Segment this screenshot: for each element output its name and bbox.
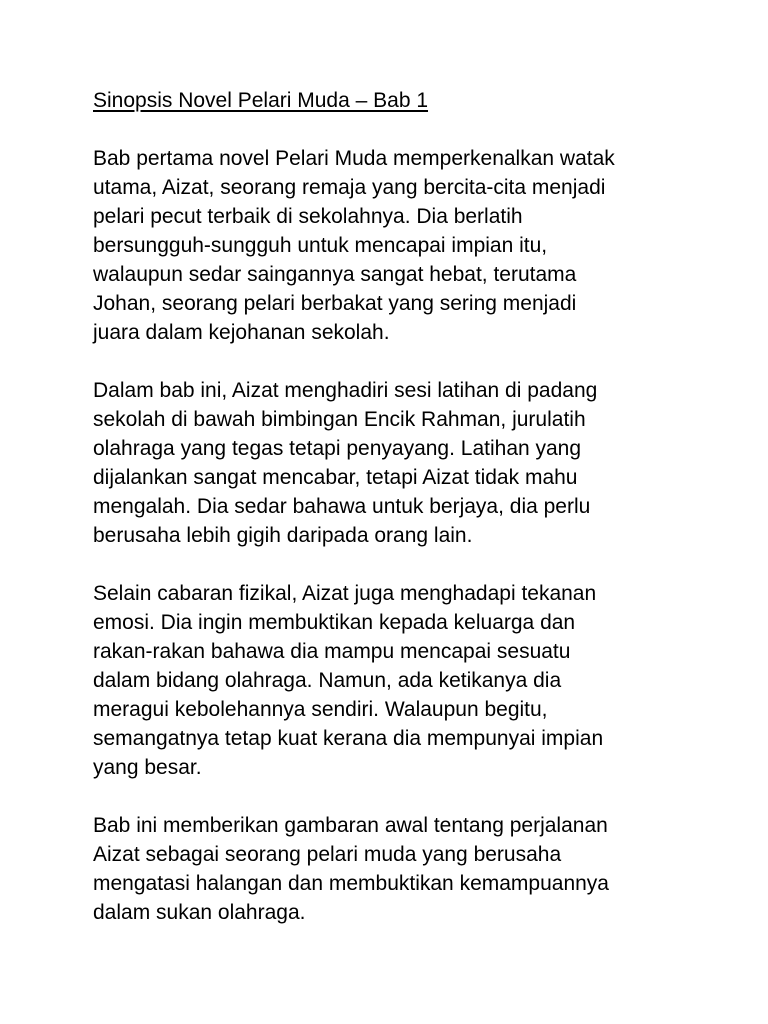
paragraph-4 xyxy=(93,811,708,927)
text-line: Dalam bab ini, Aizat menghadiri sesi latihan di padang xyxy=(93,379,598,402)
text-line: emosi. Dia ingin membuktikan kepada keluarga dan xyxy=(93,611,576,634)
paragraph-1 xyxy=(93,144,708,347)
text-line: berusaha lebih gigih daripada orang lain. xyxy=(93,524,473,547)
text-line: Bab pertama novel Pelari Muda memperkenalkan watak xyxy=(93,147,615,170)
text-line: Aizat sebagai seorang pelari muda yang berusaha xyxy=(93,843,562,866)
text-line: Selain cabaran fizikal, Aizat juga menghadapi tekanan xyxy=(93,582,597,605)
text-line: semangatnya tetap kuat kerana dia mempunyai impian xyxy=(93,727,604,750)
text-line: juara dalam kejohanan sekolah. xyxy=(93,321,390,344)
text-line: dalam bidang olahraga. Namun, ada ketikanya dia xyxy=(93,669,562,692)
text-line: bersungguh-sungguh untuk mencapai impian itu, xyxy=(93,234,548,257)
text-line: dalam sukan olahraga. xyxy=(93,901,306,924)
text-line: sekolah di bawah bimbingan Encik Rahman, jurulatih xyxy=(93,408,586,431)
text-line: Johan, seorang pelari berbakat yang sering menjadi xyxy=(93,292,577,315)
text-line: mengatasi halangan dan membuktikan kemampuannya xyxy=(93,872,609,895)
paragraph-3 xyxy=(93,579,708,782)
text-line: dijalankan sangat mencabar, tetapi Aizat tidak mahu xyxy=(93,466,578,489)
document-title: Sinopsis Novel Pelari Muda – Bab 1 xyxy=(93,89,429,112)
text-line: mengalah. Dia sedar bahawa untuk berjaya, dia perlu xyxy=(93,495,591,518)
paragraph-2 xyxy=(93,376,708,550)
text-line: Bab ini memberikan gambaran awal tentang perjalanan xyxy=(93,814,608,837)
text-line: meragui kebolehannya sendiri. Walaupun begitu, xyxy=(93,698,548,721)
text-line: yang besar. xyxy=(93,756,202,779)
text-line: pelari pecut terbaik di sekolahnya. Dia berlatih xyxy=(93,205,523,228)
text-line: walaupun sedar saingannya sangat hebat, terutama xyxy=(93,263,577,286)
text-line: rakan-rakan bahawa dia mampu mencapai sesuatu xyxy=(93,640,571,663)
text-line: olahraga yang tegas tetapi penyayang. Latihan yang xyxy=(93,437,582,460)
text-line: utama, Aizat, seorang remaja yang bercita-cita menjadi xyxy=(93,176,606,199)
